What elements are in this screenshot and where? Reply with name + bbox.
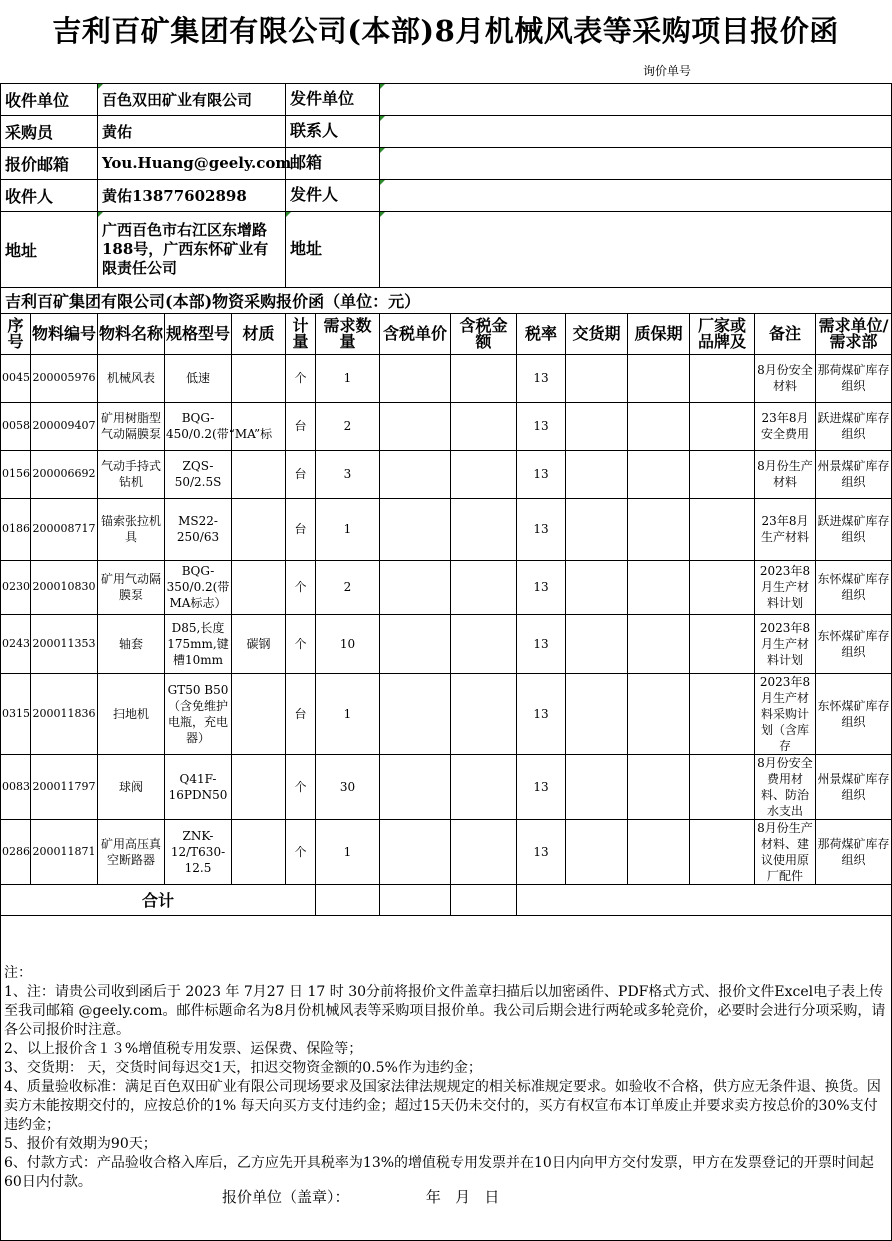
cell-warranty [628,498,690,560]
cell-delivery [566,673,628,754]
col-remark: 备注 [755,313,816,354]
col-material: 材质 [232,313,286,354]
cell-warranty [628,560,690,614]
table-row [1,614,892,673]
cell-amount [451,754,517,819]
cell-warranty [628,754,690,819]
address-label-2: 地址 [286,211,380,287]
item-rows [1,354,892,884]
cell-dept: 跃进煤矿库存组织 [816,498,892,560]
cell-price [380,354,451,402]
cell-brand [690,819,755,884]
buyer-label: 采购员 [1,115,98,147]
quote-email-label: 报价邮箱 [1,147,98,179]
cell-tax: 13 [517,498,566,560]
sender-label: 发件人 [286,179,380,211]
cell-amount [451,402,517,450]
cell-price [380,402,451,450]
cell-amount [451,560,517,614]
cell-qty: 1 [316,673,380,754]
cell-warranty [628,402,690,450]
col-warranty: 质保期 [628,313,690,354]
col-code: 物料编号 [31,313,98,354]
recv-unit-label: 收件单位 [1,83,98,115]
cell-material [232,754,286,819]
cell-dept: 州景煤矿库存组织 [816,754,892,819]
cell-amount [451,614,517,673]
cell-brand [690,614,755,673]
note-line-6: 6、付款方式：产品验收合格入库后，乙方应先开具税率为13%的增值税专用发票并在10日内向甲方交付发票，甲方在发票登记的开票时间起60日内付款。 [4,1154,874,1190]
cell-code: 200006692 [31,450,98,498]
notes-head: 注： [4,964,32,981]
cell-tax: 13 [517,354,566,402]
address-label: 地址 [1,211,98,287]
cell-unit: 台 [286,673,316,754]
table-row [1,673,892,754]
cell-qty: 30 [316,754,380,819]
cell-remark: 8月份安全费用材料、防治水支出 [755,754,816,819]
cell-remark: 8月份生产材料、建议使用原厂配件 [755,819,816,884]
cell-dept: 跃进煤矿库存组织 [816,402,892,450]
cell-brand [690,673,755,754]
cell-delivery [566,560,628,614]
cell-amount [451,673,517,754]
col-name: 物料名称 [98,313,165,354]
cell-brand [690,754,755,819]
cell-remark: 2023年8月生产材料采购计划（含库存 [755,673,816,754]
table-row [1,819,892,884]
total-qty [316,884,380,915]
cell-dept: 东怀煤矿库存组织 [816,673,892,754]
table-row [1,402,892,450]
note-line-4: 4、质量验收标准：满足百色双田矿业有限公司现场要求及国家法律法规规定的相关标准规定要求。如验收不合格，供方应无条件退、换货。因卖方未能按期交付的，应按总价的1% 每天向买方支付违约金；超过15天仍未交付的，买方有权宣布本订单废止并要求卖方按总价的30%支付违约金； [4,1078,881,1133]
cell-material: 碳钢 [232,614,286,673]
signature-line [222,1186,499,1207]
cell-code: 200011836 [31,673,98,754]
quote-email-value: You.Huang@geely.com [98,147,286,179]
cell-qty: 2 [316,560,380,614]
cell-price [380,560,451,614]
cell-code: 200011353 [31,614,98,673]
cell-dept: 东怀煤矿库存组织 [816,560,892,614]
col-amount: 含税金额 [451,313,517,354]
cell-delivery [566,819,628,884]
cell-warranty [628,354,690,402]
cell-amount [451,498,517,560]
cell-seq: 0286 [1,819,31,884]
cell-amount [451,819,517,884]
table-row [1,754,892,819]
cell-material [232,402,286,450]
cell-seq: 0058 [1,402,31,450]
email-label: 邮箱 [286,147,380,179]
col-brand: 厂家或品牌及 [690,313,755,354]
cell-qty: 1 [316,819,380,884]
recv-unit-value: 百色双田矿业有限公司 [98,83,286,115]
cell-tax: 13 [517,819,566,884]
inquiry-number-label: 询价单号 [642,64,691,78]
cell-tax: 13 [517,754,566,819]
cell-delivery [566,754,628,819]
col-qty: 需求数量 [316,313,380,354]
table-row [1,354,892,402]
cell-dept: 那荷煤矿库存组织 [816,819,892,884]
recipient-value: 黄佑13877602898 [98,179,286,211]
table-row [1,560,892,614]
quotation-sheet [0,80,892,1241]
total-label: 合计 [1,884,316,915]
cell-remark: 23年8月安全费用 [755,402,816,450]
cell-spec: D85,长度175mm,键槽10mm [165,614,232,673]
cell-spec: MS22-250/63 [165,498,232,560]
cell-unit: 台 [286,402,316,450]
cell-material [232,498,286,560]
cell-qty: 10 [316,614,380,673]
cell-unit: 台 [286,450,316,498]
cell-amount [451,354,517,402]
cell-material [232,354,286,402]
cell-delivery [566,402,628,450]
cell-qty: 1 [316,354,380,402]
cell-remark: 23年8月生产材料 [755,498,816,560]
cell-qty: 2 [316,402,380,450]
cell-name: 球阀 [98,754,165,819]
cell-name: 气动手持式钻机 [98,450,165,498]
cell-tax: 13 [517,673,566,754]
cell-unit: 个 [286,614,316,673]
cell-dept: 东怀煤矿库存组织 [816,614,892,673]
buyer-value: 黄佑 [98,115,286,147]
cell-material [232,673,286,754]
note-line-2: 2、以上报价含１３%增值税专用发票、运保费、保险等； [4,1040,363,1057]
cell-warranty [628,450,690,498]
col-seq: 序号 [1,313,31,354]
note-line-3: 3、交货期： 天，交货时间每迟交1天，扣迟交物资金额的0.5%作为违约金； [4,1059,482,1076]
cell-brand [690,354,755,402]
cell-seq: 0230 [1,560,31,614]
cell-tax: 13 [517,402,566,450]
sign-date: 年 月 日 [425,1188,500,1206]
cell-name: 机械风表 [98,354,165,402]
cell-price [380,673,451,754]
cell-name: 扫地机 [98,673,165,754]
cell-material [232,819,286,884]
col-dept: 需求单位/需求部 [816,313,892,354]
cell-name: 矿用树脂型气动隔膜泵 [98,402,165,450]
cell-code: 200009407 [31,402,98,450]
cell-seq: 0186 [1,498,31,560]
cell-price [380,450,451,498]
cell-spec: BQG-450/0.2(带“MA”标 [165,402,232,450]
cell-tax: 13 [517,450,566,498]
cell-material [232,450,286,498]
col-tax: 税率 [517,313,566,354]
section-title: 吉利百矿集团有限公司(本部)物资采购报价函（单位：元） [1,287,892,313]
cell-code: 200011871 [31,819,98,884]
cell-warranty [628,614,690,673]
contact-value [380,115,892,147]
cell-seq: 0156 [1,450,31,498]
cell-price [380,498,451,560]
cell-tax: 13 [517,614,566,673]
cell-delivery [566,614,628,673]
cell-remark: 8月份生产材料 [755,450,816,498]
cell-spec: GT50 B50（含免维护电瓶，充电器） [165,673,232,754]
sign-label: 报价单位（盖章）： [222,1188,350,1206]
cell-spec: 低速 [165,354,232,402]
cell-price [380,754,451,819]
cell-qty: 1 [316,498,380,560]
cell-delivery [566,498,628,560]
col-delivery: 交货期 [566,313,628,354]
cell-unit: 个 [286,819,316,884]
cell-code: 200010830 [31,560,98,614]
cell-price [380,819,451,884]
cell-warranty [628,819,690,884]
cell-warranty [628,673,690,754]
cell-code: 200005976 [31,354,98,402]
sender-value [380,179,892,211]
cell-code: 200011797 [31,754,98,819]
address-value-2 [380,211,892,287]
cell-name: 矿用高压真空断路器 [98,819,165,884]
cell-material [232,560,286,614]
cell-price [380,614,451,673]
contact-label: 联系人 [286,115,380,147]
cell-unit: 个 [286,754,316,819]
cell-remark: 2023年8月生产材料计划 [755,560,816,614]
cell-name: 矿用气动隔膜泵 [98,560,165,614]
col-spec: 规格型号 [165,313,232,354]
cell-brand [690,560,755,614]
cell-brand [690,450,755,498]
cell-seq: 0243 [1,614,31,673]
cell-seq: 0315 [1,673,31,754]
cell-qty: 3 [316,450,380,498]
cell-spec: ZNK-12/T630-12.5 [165,819,232,884]
send-unit-value [380,83,892,115]
document-title: 吉利百矿集团有限公司(本部)8月机械风表等采购项目报价函 [52,14,839,48]
cell-amount [451,450,517,498]
col-price: 含税单价 [380,313,451,354]
cell-delivery [566,354,628,402]
total-amount [451,884,517,915]
cell-seq: 0083 [1,754,31,819]
table-row [1,450,892,498]
note-line-1: 1、注：请贵公司收到函后于 2023 年 7月27 日 17 时 30分前将报价文件盖章扫描后以加密函件、PDF格式方式、报价文件Excel电子表上传至我司邮箱 @geely.com。邮件标题命名为8月份机械风表等采购项目报价单。我公司后期会进行两轮或多轮竞价，必要时会进行分项采购，请各公司报价时注意。 [4,983,886,1038]
cell-dept: 那荷煤矿库存组织 [816,354,892,402]
cell-unit: 个 [286,354,316,402]
table-row [1,498,892,560]
total-price [380,884,451,915]
cell-brand [690,498,755,560]
cell-seq: 0045 [1,354,31,402]
cell-name: 轴套 [98,614,165,673]
send-unit-label: 发件单位 [286,83,380,115]
cell-spec: BQG-350/0.2(带MA标志） [165,560,232,614]
cell-unit: 台 [286,498,316,560]
cell-spec: ZQS-50/2.5S [165,450,232,498]
note-line-5: 5、报价有效期为90天； [4,1135,157,1152]
cell-remark: 2023年8月生产材料计划 [755,614,816,673]
cell-brand [690,402,755,450]
cell-dept: 州景煤矿库存组织 [816,450,892,498]
email-value [380,147,892,179]
cell-tax: 13 [517,560,566,614]
address-value: 广西百色市右江区东增路188号，广西东怀矿业有限责任公司 [98,211,286,287]
cell-delivery [566,450,628,498]
cell-remark: 8月份安全材料 [755,354,816,402]
total-rest [517,884,892,915]
recipient-label: 收件人 [1,179,98,211]
col-unit: 计量 [286,313,316,354]
cell-code: 200008717 [31,498,98,560]
cell-name: 锚索张拉机具 [98,498,165,560]
cell-spec: Q41F-16PDN50 [165,754,232,819]
cell-unit: 个 [286,560,316,614]
